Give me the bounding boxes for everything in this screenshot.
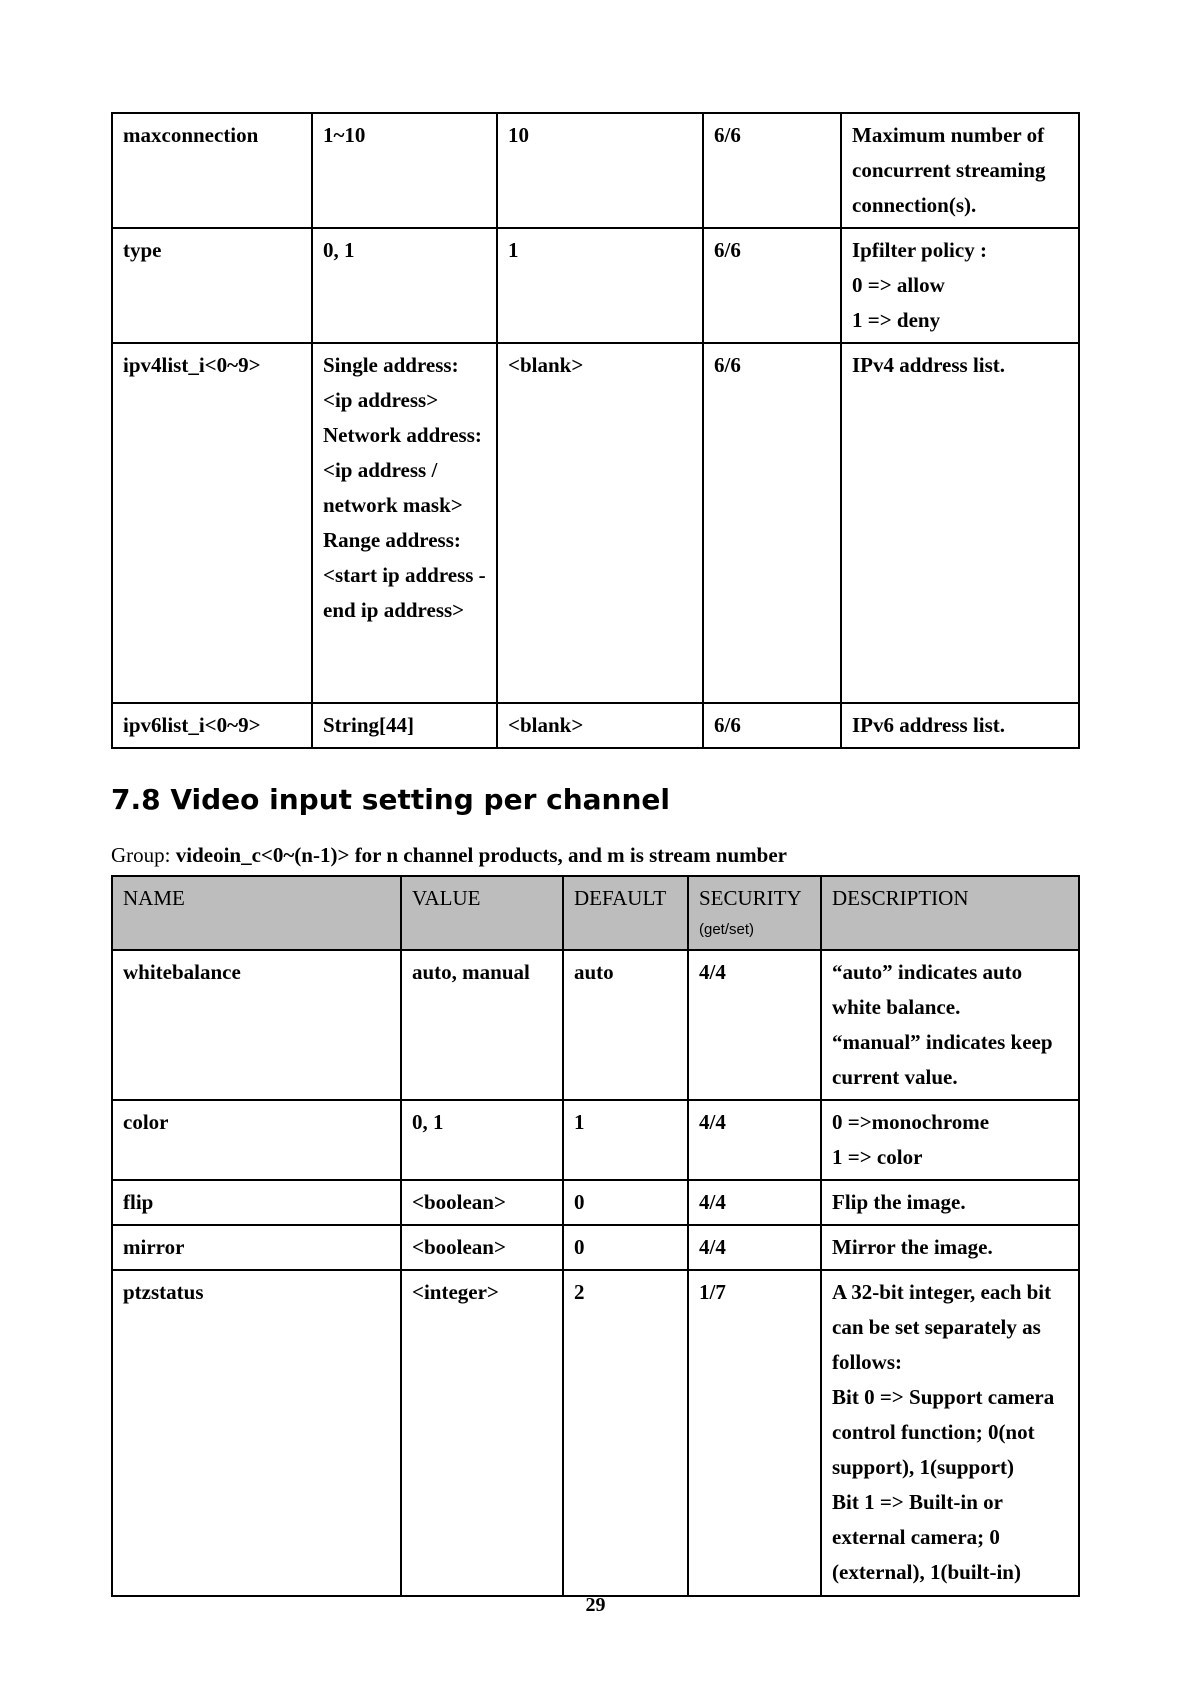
header-security [688,876,821,950]
param-default: 2 [563,1270,688,1596]
param-description: Flip the image. [821,1180,1079,1225]
param-security: 6/6 [703,703,841,748]
group-name: videoin_c<0~(n-1)> [175,843,350,867]
header-security-label: SECURITY [699,886,802,910]
header-name: NAME [112,876,401,950]
param-value: 0, 1 [312,228,497,343]
table-row [112,1225,1079,1270]
section-heading: 7.8 Video input setting per channel [111,783,671,816]
param-name: ipv4list_i<0~9> [112,343,312,703]
param-value: <boolean> [401,1180,563,1225]
param-name: color [112,1100,401,1180]
param-default: 1 [497,228,703,343]
table-row [112,950,1079,1100]
param-default: 0 [563,1180,688,1225]
param-value: 0, 1 [401,1100,563,1180]
param-default: 10 [497,113,703,228]
param-security: 4/4 [688,1100,821,1180]
header-description: DESCRIPTION [821,876,1079,950]
param-value: String[44] [312,703,497,748]
table-row [112,343,1079,703]
param-name: maxconnection [112,113,312,228]
param-description: IPv4 address list. [841,343,1079,703]
param-description: Mirror the image. [821,1225,1079,1270]
param-name: whitebalance [112,950,401,1100]
param-default: <blank> [497,703,703,748]
param-name: ptzstatus [112,1270,401,1596]
param-security: 4/4 [688,1180,821,1225]
param-description: A 32-bit integer, each bit can be set separately as follows: Bit 0 => Support camera control function; 0(not support), 1(support) Bit 1 => Built-in or external camera; 0 (external), 1(built-in) [821,1270,1079,1596]
param-description: Ipfilter policy : 0 => allow 1 => deny [841,228,1079,343]
param-security: 6/6 [703,113,841,228]
table-row [112,1100,1079,1180]
group-suffix: for n channel products, and m is stream number [349,843,787,867]
param-description: 0 =>monochrome 1 => color [821,1100,1079,1180]
group-prefix: Group: [111,843,176,867]
param-security: 4/4 [688,950,821,1100]
table-row [112,113,1079,228]
table-row [112,1270,1079,1596]
table-row [112,228,1079,343]
param-default: 1 [563,1100,688,1180]
param-name: type [112,228,312,343]
param-description: “auto” indicates auto white balance. “manual” indicates keep current value. [821,950,1079,1100]
param-value: <integer> [401,1270,563,1596]
param-security: 6/6 [703,343,841,703]
table-header-row [112,876,1079,950]
table-row [112,703,1079,748]
param-default: auto [563,950,688,1100]
page-number: 29 [585,1594,606,1616]
param-name: flip [112,1180,401,1225]
param-name: mirror [112,1225,401,1270]
param-default: 0 [563,1225,688,1270]
param-security: 6/6 [703,228,841,343]
header-security-sub: (get/set) [699,921,755,938]
param-description: IPv6 address list. [841,703,1079,748]
param-name: ipv6list_i<0~9> [112,703,312,748]
param-value: 1~10 [312,113,497,228]
param-security: 1/7 [688,1270,821,1596]
table-row [112,1180,1079,1225]
header-default: DEFAULT [563,876,688,950]
param-value: auto, manual [401,950,563,1100]
param-value: Single address: <ip address> Network address: <ip address / network mask> Range address:<start ip address - end ip address> [312,343,497,703]
param-security: 4/4 [688,1225,821,1270]
param-default: <blank> [497,343,703,703]
param-value: <boolean> [401,1225,563,1270]
header-value: VALUE [401,876,563,950]
parameter-table-streaming [111,112,1080,749]
param-description: Maximum number of concurrent streaming connection(s). [841,113,1079,228]
group-line [111,843,787,868]
parameter-table-videoin [111,875,1080,1597]
